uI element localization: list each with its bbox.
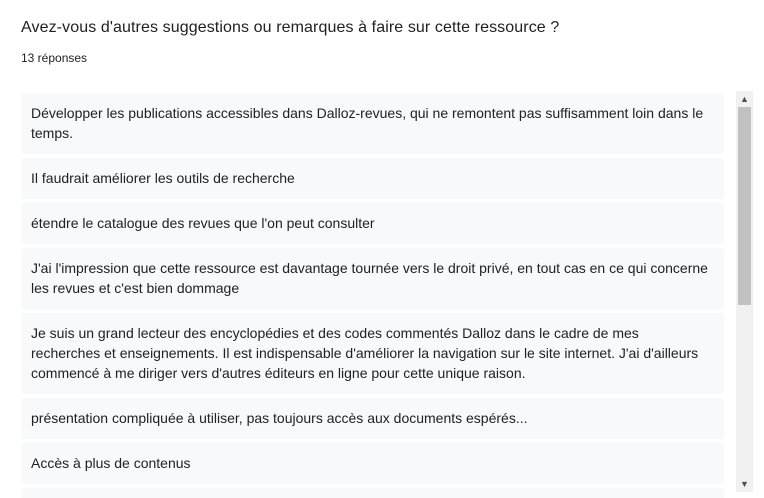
response-item xyxy=(21,488,724,498)
scrollbar-thumb[interactable] xyxy=(738,107,751,305)
response-item: Il faudrait améliorer les outils de recherche xyxy=(21,158,724,199)
scroll-up-icon[interactable]: ▲ xyxy=(740,94,749,104)
question-title: Avez-vous d'autres suggestions ou remarques à faire sur cette ressource ? xyxy=(21,19,560,36)
response-item: Accès à plus de contenus xyxy=(21,443,724,484)
response-item: étendre le catalogue des revues que l'on peut consulter xyxy=(21,203,724,244)
vertical-scrollbar[interactable] xyxy=(736,91,753,492)
response-count: 13 réponses xyxy=(21,51,88,65)
scroll-down-icon[interactable]: ▼ xyxy=(740,479,749,489)
response-item: présentation compliquée à utiliser, pas toujours accès aux documents espérés... xyxy=(21,398,724,439)
response-item: Développer les publications accessibles dans Dalloz-revues, qui ne remontent pas suffisamment loin dans le temps. xyxy=(21,93,724,154)
response-list xyxy=(21,93,724,498)
response-item: Je suis un grand lecteur des encyclopédies et des codes commentés Dalloz dans le cadre de mes recherches et enseignements. Il est indispensable d'améliorer la navigation sur le site internet. J'ai d'ailleurs commencé à me diriger vers d'autres éditeurs en ligne pour cette unique raison. xyxy=(21,313,724,394)
response-item: J'ai l'impression que cette ressource est davantage tournée vers le droit privé, en tout cas en ce qui concerne les revues et c'est bien dommage xyxy=(21,248,724,309)
